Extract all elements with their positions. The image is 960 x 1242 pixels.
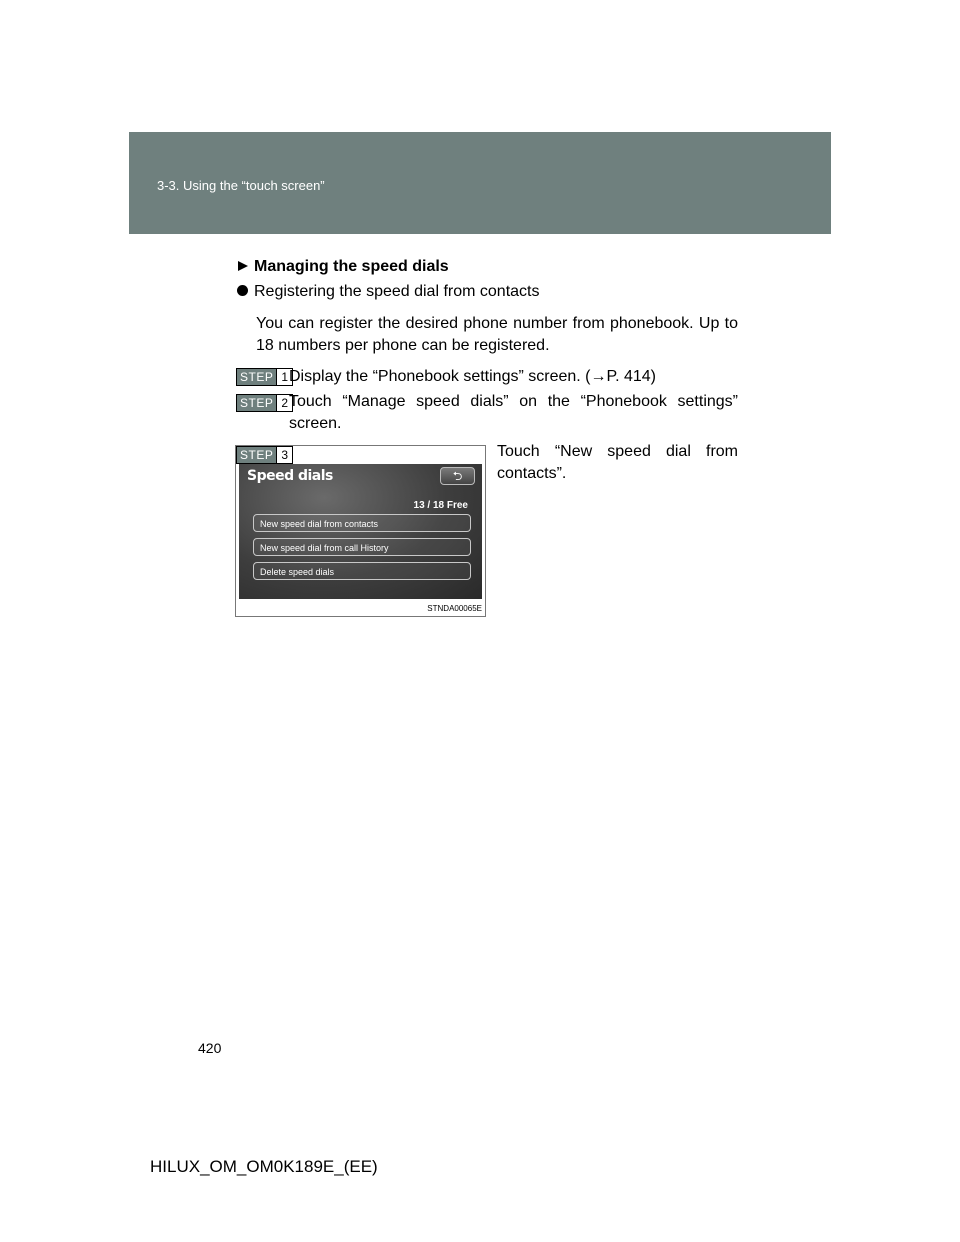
step-1-text: Display the “Phonebook settings” screen. (→P. 414): [289, 368, 657, 385]
step-1-badge: [236, 368, 293, 386]
step-label: STEP: [237, 447, 276, 463]
image-code: STNDA00065E: [427, 604, 482, 613]
section-header: [129, 132, 831, 234]
screen-illustration: [235, 445, 486, 617]
new-speed-dial-history-button[interactable]: New speed dial from call History: [253, 538, 471, 556]
intro-line-1: You can register the desired phone number from phonebook. Up to: [256, 315, 738, 332]
page-number: 420: [198, 1040, 222, 1056]
section-heading: Managing the speed dials: [254, 258, 449, 275]
speed-dials-screen: [239, 464, 482, 599]
step-number: 3: [276, 447, 292, 463]
intro-line-2: 18 numbers per phone can be registered.: [256, 337, 550, 354]
subheading-bullet-icon: [237, 285, 248, 296]
screen-title: Speed dials: [247, 468, 333, 484]
step-3-badge: [236, 446, 293, 464]
step-label: STEP: [237, 395, 276, 411]
step-label: STEP: [237, 369, 276, 385]
section-title: 3-3. Using the “touch screen”: [157, 178, 325, 193]
new-speed-dial-contacts-button[interactable]: New speed dial from contacts: [253, 514, 471, 532]
step-2-badge: [236, 394, 293, 412]
back-arrow-icon: ⮌: [452, 469, 463, 483]
subheading: Registering the speed dial from contacts: [254, 283, 540, 300]
step-number: 1: [276, 369, 292, 385]
document-code: HILUX_OM_OM0K189E_(EE): [150, 1157, 378, 1176]
step-2-text-line-2: screen.: [289, 415, 342, 432]
step-number: 2: [276, 395, 292, 411]
step-3-text-line-2: contacts”.: [497, 465, 567, 482]
step-2-text-line-1: Touch “Manage speed dials” on the “Phonebook settings”: [289, 393, 738, 410]
heading-bullet-icon: [238, 261, 248, 271]
step-3-text-line-1: Touch “New speed dial from: [497, 443, 738, 460]
delete-speed-dials-button[interactable]: Delete speed dials: [253, 562, 471, 580]
free-count: 13 / 18 Free: [413, 500, 468, 511]
back-button[interactable]: [440, 467, 475, 485]
